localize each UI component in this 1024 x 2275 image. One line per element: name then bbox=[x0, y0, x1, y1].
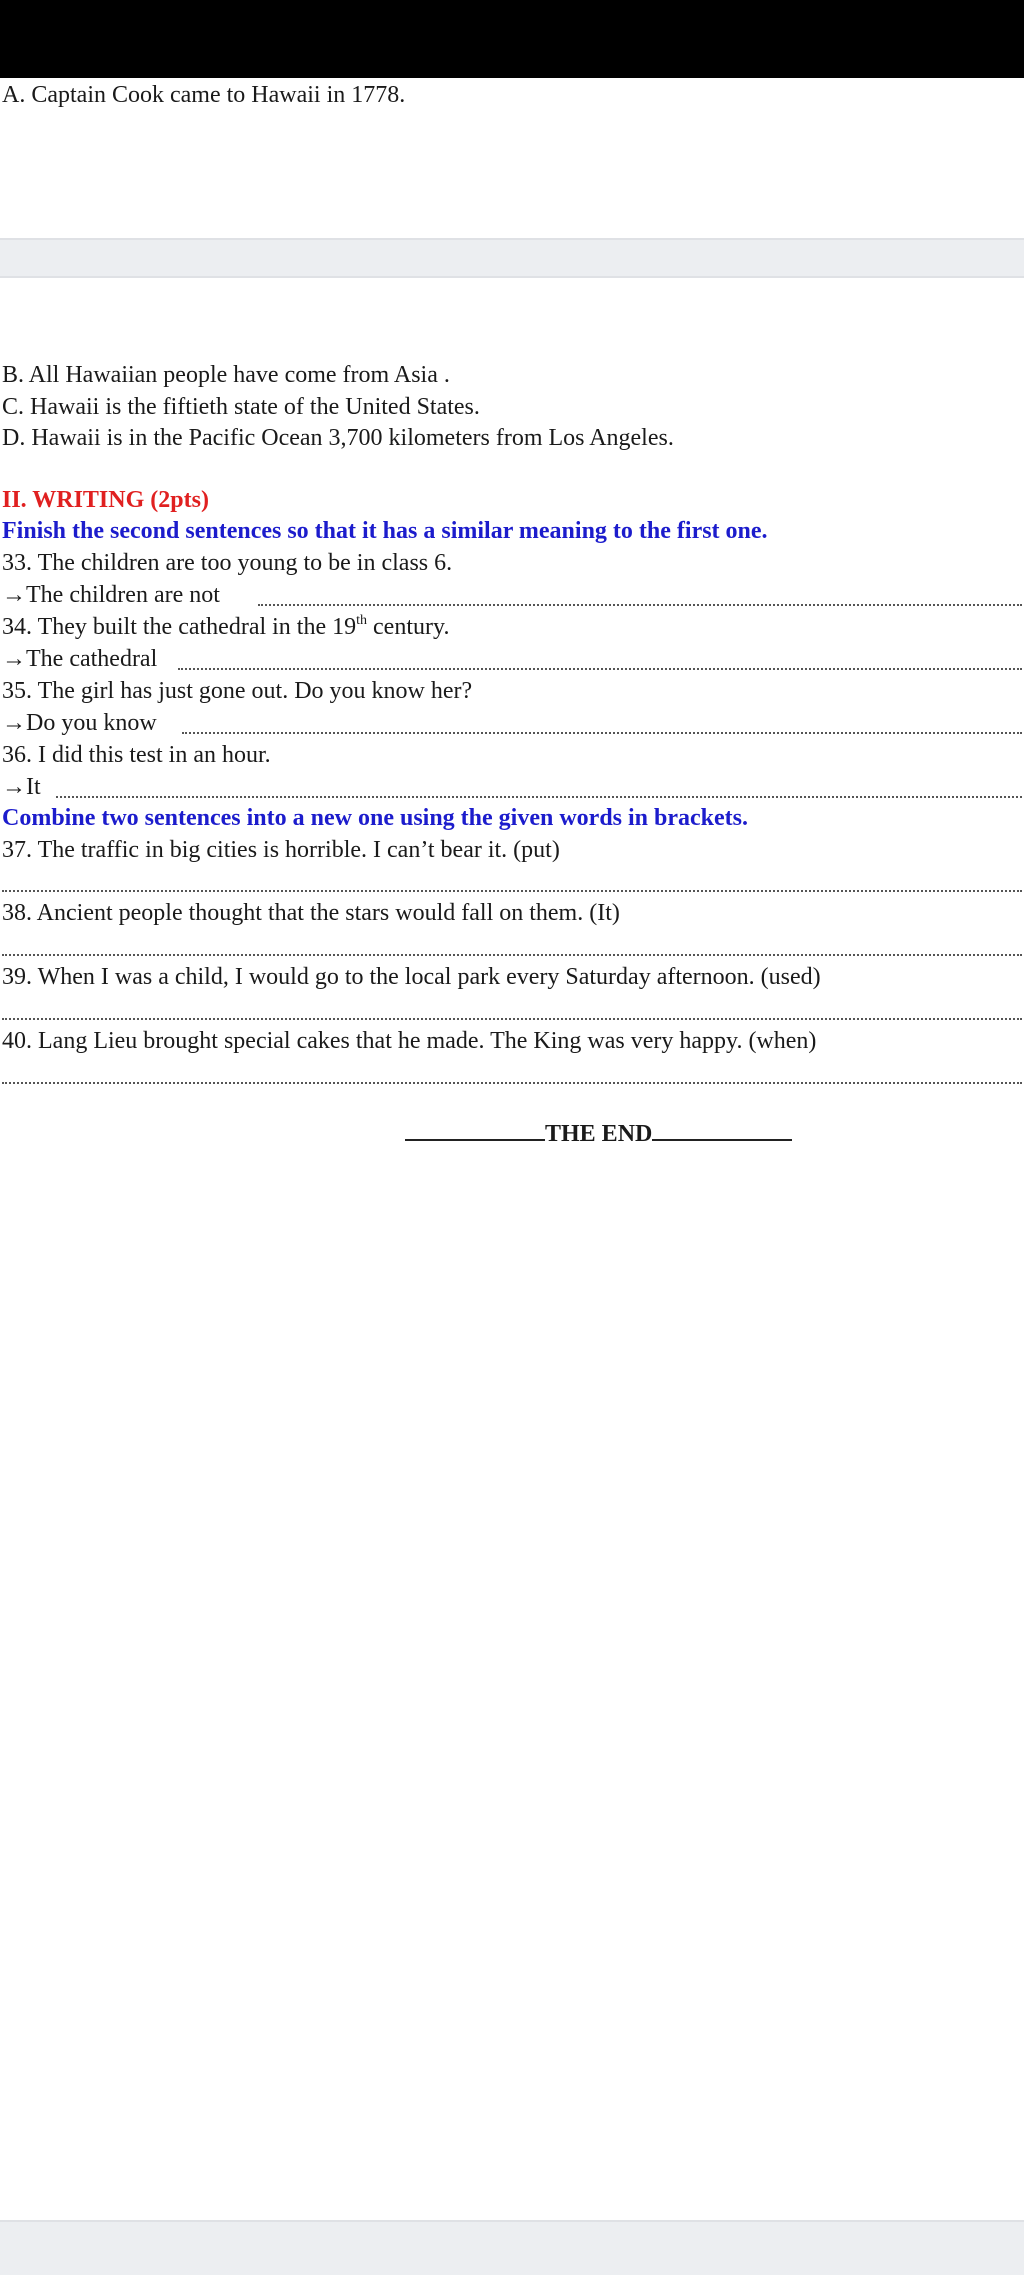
writing-heading: II. WRITING (2pts) bbox=[2, 487, 209, 513]
question-37: 37. The traffic in big cities is horrible. I can’t bear it. (put) bbox=[2, 837, 560, 863]
question-36: 36. I did this test in an hour. bbox=[2, 742, 271, 768]
end-underline-right bbox=[652, 1117, 792, 1141]
answer-33-prompt: →The children are not bbox=[2, 582, 220, 608]
top-status-bar bbox=[0, 0, 1024, 78]
answer-38-blank[interactable] bbox=[2, 954, 1022, 956]
end-text: THE END bbox=[545, 1121, 653, 1147]
question-34 bbox=[2, 612, 449, 642]
option-c: C. Hawaii is the fiftieth state of the United States. bbox=[2, 394, 480, 420]
answer-36-blank[interactable] bbox=[56, 796, 1022, 798]
option-b: B. All Hawaiian people have come from Asia . bbox=[2, 362, 450, 388]
question-34-text-end: century. bbox=[367, 614, 450, 640]
question-35: 35. The girl has just gone out. Do you know her? bbox=[2, 678, 473, 704]
question-38: 38. Ancient people thought that the stars would fall on them. (It) bbox=[2, 900, 620, 926]
answer-35-blank[interactable] bbox=[182, 732, 1022, 734]
end-underline-left bbox=[405, 1117, 545, 1141]
question-33: 33. The children are too young to be in class 6. bbox=[2, 550, 453, 576]
answer-33-blank[interactable] bbox=[258, 604, 1022, 606]
question-34-text: 34. They built the cathedral in the 19 bbox=[2, 614, 357, 640]
answer-37-blank[interactable] bbox=[2, 890, 1022, 892]
instruction-finish-sentences: Finish the second sentences so that it has a similar meaning to the first one. bbox=[2, 518, 768, 544]
question-40: 40. Lang Lieu brought special cakes that he made. The King was very happy. (when) bbox=[2, 1028, 817, 1054]
question-34-superscript: th bbox=[356, 613, 368, 628]
document-page-1 bbox=[0, 78, 1024, 238]
answer-40-blank[interactable] bbox=[2, 1082, 1022, 1084]
option-a: A. Captain Cook came to Hawaii in 1778. bbox=[2, 82, 406, 108]
answer-36-prompt: →It bbox=[2, 774, 41, 800]
the-end bbox=[405, 1117, 792, 1148]
page-separator bbox=[0, 238, 1024, 278]
answer-39-blank[interactable] bbox=[2, 1018, 1022, 1020]
answer-35-prompt: →Do you know bbox=[2, 710, 157, 736]
option-d: D. Hawaii is in the Pacific Ocean 3,700 kilometers from Los Angeles. bbox=[2, 425, 674, 451]
question-39: 39. When I was a child, I would go to the local park every Saturday afternoon. (used) bbox=[2, 964, 821, 990]
instruction-combine-sentences: Combine two sentences into a new one using the given words in brackets. bbox=[2, 805, 749, 831]
document-page-2 bbox=[0, 278, 1024, 2220]
page-separator-bottom bbox=[0, 2220, 1024, 2275]
answer-34-blank[interactable] bbox=[178, 668, 1022, 670]
answer-34-prompt: →The cathedral bbox=[2, 646, 158, 672]
